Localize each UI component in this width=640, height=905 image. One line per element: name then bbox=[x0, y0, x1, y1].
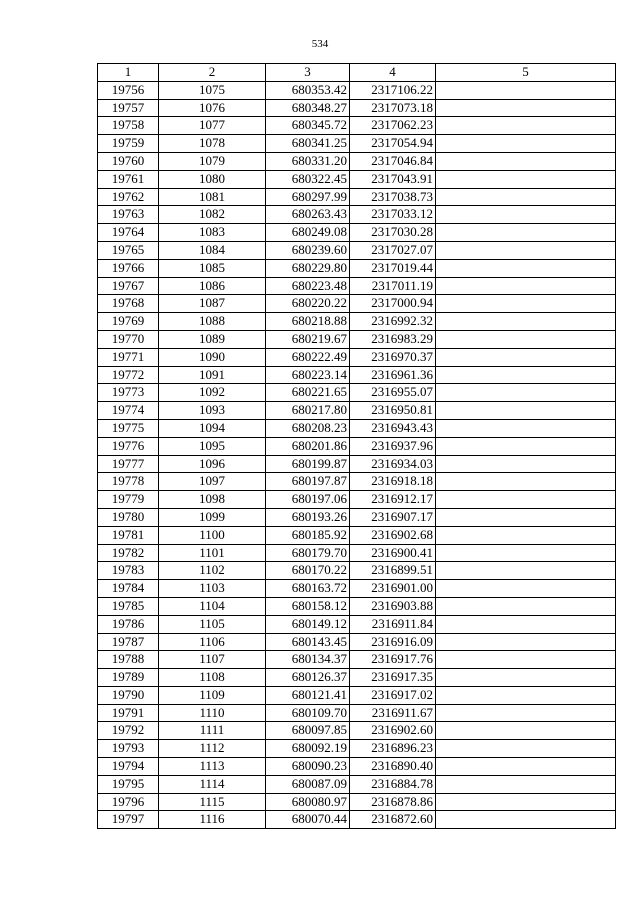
table-row bbox=[98, 348, 616, 366]
table-cell-col-5 bbox=[436, 170, 616, 188]
table-cell-col-3: 680197.06 bbox=[266, 491, 350, 509]
table-row bbox=[98, 259, 616, 277]
table-cell-col-2: 1105 bbox=[159, 615, 266, 633]
table-cell-col-3: 680297.99 bbox=[266, 188, 350, 206]
table-cell-col-5 bbox=[436, 277, 616, 295]
table-cell-col-3: 680185.92 bbox=[266, 526, 350, 544]
table-cell-col-2: 1089 bbox=[159, 330, 266, 348]
table-cell-col-5 bbox=[436, 259, 616, 277]
table-cell-col-4: 2317046.84 bbox=[350, 152, 436, 170]
table-cell-col-5 bbox=[436, 295, 616, 313]
table-cell-col-4: 2317038.73 bbox=[350, 188, 436, 206]
table-cell-col-4: 2317043.91 bbox=[350, 170, 436, 188]
table-cell-col-2: 1106 bbox=[159, 633, 266, 651]
table-cell-col-4: 2316937.96 bbox=[350, 437, 436, 455]
table-cell-col-4: 2316890.40 bbox=[350, 758, 436, 776]
table-cell-col-2: 1091 bbox=[159, 366, 266, 384]
table-cell-col-1: 19760 bbox=[98, 152, 159, 170]
table-cell-col-2: 1092 bbox=[159, 384, 266, 402]
table-cell-col-4: 2316992.32 bbox=[350, 313, 436, 331]
table-cell-col-3: 680229.80 bbox=[266, 259, 350, 277]
table-cell-col-1: 19778 bbox=[98, 473, 159, 491]
table-cell-col-1: 19764 bbox=[98, 224, 159, 242]
table-cell-col-1: 19779 bbox=[98, 491, 159, 509]
table-cell-col-3: 680221.65 bbox=[266, 384, 350, 402]
table-cell-col-5 bbox=[436, 313, 616, 331]
table-cell-col-5 bbox=[436, 597, 616, 615]
table-row bbox=[98, 526, 616, 544]
table-cell-col-2: 1109 bbox=[159, 686, 266, 704]
table-cell-col-4: 2317033.12 bbox=[350, 206, 436, 224]
table-cell-col-4: 2316872.60 bbox=[350, 811, 436, 829]
table-row bbox=[98, 295, 616, 313]
table-cell-col-3: 680331.20 bbox=[266, 152, 350, 170]
table-cell-col-4: 2316917.76 bbox=[350, 651, 436, 669]
table-cell-col-2: 1114 bbox=[159, 775, 266, 793]
table-cell-col-2: 1086 bbox=[159, 277, 266, 295]
table-cell-col-2: 1111 bbox=[159, 722, 266, 740]
table-cell-col-2: 1098 bbox=[159, 491, 266, 509]
table-cell-col-1: 19781 bbox=[98, 526, 159, 544]
table-row bbox=[98, 491, 616, 509]
table-cell-col-4: 2316950.81 bbox=[350, 402, 436, 420]
table-cell-col-1: 19791 bbox=[98, 704, 159, 722]
table-cell-col-5 bbox=[436, 811, 616, 829]
table-cell-col-2: 1084 bbox=[159, 241, 266, 259]
table-row bbox=[98, 241, 616, 259]
table-cell-col-4: 2316884.78 bbox=[350, 775, 436, 793]
table-cell-col-1: 19797 bbox=[98, 811, 159, 829]
table-cell-col-2: 1107 bbox=[159, 651, 266, 669]
table-cell-col-3: 680070.44 bbox=[266, 811, 350, 829]
table-cell-col-5 bbox=[436, 366, 616, 384]
table-cell-col-2: 1085 bbox=[159, 259, 266, 277]
table-cell-col-5 bbox=[436, 152, 616, 170]
table-cell-col-5 bbox=[436, 544, 616, 562]
table-cell-col-5 bbox=[436, 135, 616, 153]
table-cell-col-3: 680179.70 bbox=[266, 544, 350, 562]
table-cell-col-1: 19757 bbox=[98, 99, 159, 117]
table-row bbox=[98, 206, 616, 224]
table-row bbox=[98, 633, 616, 651]
table-cell-col-2: 1079 bbox=[159, 152, 266, 170]
table-cell-col-4: 2316899.51 bbox=[350, 562, 436, 580]
table-cell-col-3: 680109.70 bbox=[266, 704, 350, 722]
table-row bbox=[98, 562, 616, 580]
table-cell-col-2: 1103 bbox=[159, 580, 266, 598]
table-cell-col-1: 19783 bbox=[98, 562, 159, 580]
table-cell-col-2: 1095 bbox=[159, 437, 266, 455]
table-cell-col-1: 19767 bbox=[98, 277, 159, 295]
table-row bbox=[98, 793, 616, 811]
table-cell-col-4: 2316983.29 bbox=[350, 330, 436, 348]
table-row bbox=[98, 544, 616, 562]
table-cell-col-1: 19774 bbox=[98, 402, 159, 420]
table-cell-col-3: 680220.22 bbox=[266, 295, 350, 313]
table-cell-col-1: 19761 bbox=[98, 170, 159, 188]
column-header-1: 1 bbox=[98, 64, 159, 82]
table-body bbox=[98, 81, 616, 828]
table-cell-col-2: 1078 bbox=[159, 135, 266, 153]
table-cell-col-1: 19793 bbox=[98, 740, 159, 758]
table-cell-col-5 bbox=[436, 793, 616, 811]
table-cell-col-5 bbox=[436, 704, 616, 722]
table-cell-col-2: 1116 bbox=[159, 811, 266, 829]
table-cell-col-1: 19790 bbox=[98, 686, 159, 704]
table-cell-col-2: 1087 bbox=[159, 295, 266, 313]
table-row bbox=[98, 135, 616, 153]
table-cell-col-2: 1096 bbox=[159, 455, 266, 473]
table-cell-col-3: 680219.67 bbox=[266, 330, 350, 348]
column-header-4: 4 bbox=[350, 64, 436, 82]
table-cell-col-3: 680239.60 bbox=[266, 241, 350, 259]
table-cell-col-5 bbox=[436, 740, 616, 758]
table-cell-col-3: 680341.25 bbox=[266, 135, 350, 153]
table-cell-col-3: 680218.88 bbox=[266, 313, 350, 331]
table-cell-col-2: 1082 bbox=[159, 206, 266, 224]
table-row bbox=[98, 580, 616, 598]
table-row bbox=[98, 366, 616, 384]
table-row bbox=[98, 758, 616, 776]
table-cell-col-2: 1099 bbox=[159, 508, 266, 526]
table-cell-col-4: 2316900.41 bbox=[350, 544, 436, 562]
table-cell-col-4: 2316955.07 bbox=[350, 384, 436, 402]
table-cell-col-4: 2316934.03 bbox=[350, 455, 436, 473]
table-cell-col-4: 2316917.02 bbox=[350, 686, 436, 704]
table-cell-col-1: 19765 bbox=[98, 241, 159, 259]
table-row bbox=[98, 313, 616, 331]
table-cell-col-4: 2317106.22 bbox=[350, 81, 436, 99]
table-cell-col-1: 19773 bbox=[98, 384, 159, 402]
table-cell-col-5 bbox=[436, 633, 616, 651]
table-cell-col-4: 2316961.36 bbox=[350, 366, 436, 384]
table-cell-col-4: 2316903.88 bbox=[350, 597, 436, 615]
table-cell-col-5 bbox=[436, 384, 616, 402]
table-cell-col-1: 19771 bbox=[98, 348, 159, 366]
table-cell-col-1: 19792 bbox=[98, 722, 159, 740]
table-cell-col-4: 2317011.19 bbox=[350, 277, 436, 295]
table-cell-col-1: 19796 bbox=[98, 793, 159, 811]
table-cell-col-4: 2316911.84 bbox=[350, 615, 436, 633]
table-cell-col-2: 1076 bbox=[159, 99, 266, 117]
table-row bbox=[98, 277, 616, 295]
table-row bbox=[98, 384, 616, 402]
table-cell-col-1: 19787 bbox=[98, 633, 159, 651]
table-row bbox=[98, 152, 616, 170]
table-cell-col-3: 680134.37 bbox=[266, 651, 350, 669]
coordinates-table bbox=[97, 63, 616, 829]
table-row bbox=[98, 99, 616, 117]
table-cell-col-3: 680223.48 bbox=[266, 277, 350, 295]
table-cell-col-3: 680143.45 bbox=[266, 633, 350, 651]
table-cell-col-1: 19768 bbox=[98, 295, 159, 313]
table-cell-col-1: 19788 bbox=[98, 651, 159, 669]
table-cell-col-1: 19784 bbox=[98, 580, 159, 598]
table-cell-col-4: 2316902.60 bbox=[350, 722, 436, 740]
table-row bbox=[98, 224, 616, 242]
table-row bbox=[98, 615, 616, 633]
table-row bbox=[98, 704, 616, 722]
table-cell-col-3: 680201.86 bbox=[266, 437, 350, 455]
table-cell-col-4: 2317027.07 bbox=[350, 241, 436, 259]
table-cell-col-2: 1075 bbox=[159, 81, 266, 99]
table-cell-col-5 bbox=[436, 419, 616, 437]
table-cell-col-5 bbox=[436, 206, 616, 224]
table-cell-col-2: 1080 bbox=[159, 170, 266, 188]
table-cell-col-3: 680223.14 bbox=[266, 366, 350, 384]
table-row bbox=[98, 419, 616, 437]
table-row bbox=[98, 597, 616, 615]
table-row bbox=[98, 686, 616, 704]
table-cell-col-5 bbox=[436, 330, 616, 348]
table-cell-col-4: 2316943.43 bbox=[350, 419, 436, 437]
table-row bbox=[98, 170, 616, 188]
table-cell-col-2: 1104 bbox=[159, 597, 266, 615]
table-cell-col-4: 2317054.94 bbox=[350, 135, 436, 153]
table-row bbox=[98, 669, 616, 687]
table-row bbox=[98, 775, 616, 793]
table-cell-col-3: 680345.72 bbox=[266, 117, 350, 135]
table-cell-col-1: 19758 bbox=[98, 117, 159, 135]
table-cell-col-5 bbox=[436, 562, 616, 580]
table-cell-col-4: 2316901.00 bbox=[350, 580, 436, 598]
table-row bbox=[98, 81, 616, 99]
table-row bbox=[98, 188, 616, 206]
table-cell-col-5 bbox=[436, 241, 616, 259]
table-cell-col-4: 2316911.67 bbox=[350, 704, 436, 722]
table-cell-col-3: 680322.45 bbox=[266, 170, 350, 188]
table-cell-col-4: 2316878.86 bbox=[350, 793, 436, 811]
table-cell-col-5 bbox=[436, 473, 616, 491]
table-cell-col-4: 2316970.37 bbox=[350, 348, 436, 366]
table-cell-col-5 bbox=[436, 722, 616, 740]
table-cell-col-2: 1097 bbox=[159, 473, 266, 491]
table-cell-col-3: 680170.22 bbox=[266, 562, 350, 580]
table-cell-col-4: 2316918.18 bbox=[350, 473, 436, 491]
table-cell-col-1: 19762 bbox=[98, 188, 159, 206]
table-cell-col-2: 1093 bbox=[159, 402, 266, 420]
table-cell-col-3: 680097.85 bbox=[266, 722, 350, 740]
table-cell-col-2: 1077 bbox=[159, 117, 266, 135]
table-row bbox=[98, 473, 616, 491]
table-cell-col-3: 680090.23 bbox=[266, 758, 350, 776]
table-cell-col-5 bbox=[436, 99, 616, 117]
column-header-2: 2 bbox=[159, 64, 266, 82]
table-cell-col-3: 680163.72 bbox=[266, 580, 350, 598]
table-cell-col-5 bbox=[436, 508, 616, 526]
table-row bbox=[98, 651, 616, 669]
table-cell-col-4: 2317073.18 bbox=[350, 99, 436, 117]
table-cell-col-1: 19794 bbox=[98, 758, 159, 776]
table-row bbox=[98, 402, 616, 420]
table-cell-col-2: 1112 bbox=[159, 740, 266, 758]
table-cell-col-1: 19763 bbox=[98, 206, 159, 224]
table-cell-col-4: 2317000.94 bbox=[350, 295, 436, 313]
table-cell-col-2: 1094 bbox=[159, 419, 266, 437]
table-cell-col-1: 19756 bbox=[98, 81, 159, 99]
table-row bbox=[98, 437, 616, 455]
table-cell-col-2: 1115 bbox=[159, 793, 266, 811]
table-cell-col-3: 680126.37 bbox=[266, 669, 350, 687]
table-cell-col-5 bbox=[436, 580, 616, 598]
table-cell-col-4: 2317019.44 bbox=[350, 259, 436, 277]
table-cell-col-5 bbox=[436, 437, 616, 455]
table-row bbox=[98, 117, 616, 135]
table-cell-col-2: 1113 bbox=[159, 758, 266, 776]
table-cell-col-3: 680348.27 bbox=[266, 99, 350, 117]
table-cell-col-3: 680199.87 bbox=[266, 455, 350, 473]
table-cell-col-3: 680080.97 bbox=[266, 793, 350, 811]
table-cell-col-4: 2317030.28 bbox=[350, 224, 436, 242]
table-cell-col-2: 1090 bbox=[159, 348, 266, 366]
table-cell-col-1: 19775 bbox=[98, 419, 159, 437]
table-cell-col-1: 19769 bbox=[98, 313, 159, 331]
table-cell-col-3: 680249.08 bbox=[266, 224, 350, 242]
table-header-row bbox=[98, 64, 616, 82]
table-cell-col-5 bbox=[436, 402, 616, 420]
table-row bbox=[98, 811, 616, 829]
table-cell-col-5 bbox=[436, 348, 616, 366]
table-cell-col-4: 2316917.35 bbox=[350, 669, 436, 687]
column-header-3: 3 bbox=[266, 64, 350, 82]
table-cell-col-3: 680208.23 bbox=[266, 419, 350, 437]
table-cell-col-1: 19772 bbox=[98, 366, 159, 384]
table-row bbox=[98, 740, 616, 758]
table-cell-col-4: 2317062.23 bbox=[350, 117, 436, 135]
table-cell-col-3: 680149.12 bbox=[266, 615, 350, 633]
table-cell-col-5 bbox=[436, 455, 616, 473]
table-cell-col-3: 680092.19 bbox=[266, 740, 350, 758]
table-cell-col-5 bbox=[436, 526, 616, 544]
table-cell-col-1: 19795 bbox=[98, 775, 159, 793]
table-cell-col-5 bbox=[436, 775, 616, 793]
table-cell-col-4: 2316907.17 bbox=[350, 508, 436, 526]
table-cell-col-1: 19776 bbox=[98, 437, 159, 455]
table-cell-col-3: 680217.80 bbox=[266, 402, 350, 420]
table-row bbox=[98, 722, 616, 740]
table-row bbox=[98, 455, 616, 473]
table-cell-col-1: 19770 bbox=[98, 330, 159, 348]
table-cell-col-5 bbox=[436, 81, 616, 99]
table-cell-col-2: 1110 bbox=[159, 704, 266, 722]
table-cell-col-1: 19782 bbox=[98, 544, 159, 562]
table-cell-col-4: 2316916.09 bbox=[350, 633, 436, 651]
table-cell-col-2: 1108 bbox=[159, 669, 266, 687]
table-cell-col-3: 680087.09 bbox=[266, 775, 350, 793]
table-cell-col-5 bbox=[436, 686, 616, 704]
table-cell-col-5 bbox=[436, 758, 616, 776]
table-cell-col-3: 680222.49 bbox=[266, 348, 350, 366]
table-cell-col-2: 1083 bbox=[159, 224, 266, 242]
table-cell-col-4: 2316912.17 bbox=[350, 491, 436, 509]
table-cell-col-3: 680197.87 bbox=[266, 473, 350, 491]
table-cell-col-3: 680193.26 bbox=[266, 508, 350, 526]
table-cell-col-3: 680353.42 bbox=[266, 81, 350, 99]
table-cell-col-1: 19786 bbox=[98, 615, 159, 633]
table-cell-col-5 bbox=[436, 491, 616, 509]
table-cell-col-5 bbox=[436, 224, 616, 242]
table-cell-col-3: 680121.41 bbox=[266, 686, 350, 704]
table-cell-col-2: 1081 bbox=[159, 188, 266, 206]
table-cell-col-3: 680263.43 bbox=[266, 206, 350, 224]
table-cell-col-5 bbox=[436, 651, 616, 669]
table-cell-col-1: 19780 bbox=[98, 508, 159, 526]
column-header-5: 5 bbox=[436, 64, 616, 82]
table-cell-col-1: 19785 bbox=[98, 597, 159, 615]
table-row bbox=[98, 508, 616, 526]
table-cell-col-2: 1100 bbox=[159, 526, 266, 544]
table-cell-col-2: 1088 bbox=[159, 313, 266, 331]
table-cell-col-4: 2316902.68 bbox=[350, 526, 436, 544]
table-cell-col-1: 19759 bbox=[98, 135, 159, 153]
table-cell-col-1: 19766 bbox=[98, 259, 159, 277]
table-cell-col-5 bbox=[436, 188, 616, 206]
table-cell-col-3: 680158.12 bbox=[266, 597, 350, 615]
table-cell-col-4: 2316896.23 bbox=[350, 740, 436, 758]
table-cell-col-5 bbox=[436, 615, 616, 633]
table-cell-col-1: 19777 bbox=[98, 455, 159, 473]
table-row bbox=[98, 330, 616, 348]
table-cell-col-2: 1102 bbox=[159, 562, 266, 580]
page-number: 534 bbox=[311, 38, 329, 50]
table-cell-col-5 bbox=[436, 117, 616, 135]
table-cell-col-1: 19789 bbox=[98, 669, 159, 687]
table-cell-col-2: 1101 bbox=[159, 544, 266, 562]
table-cell-col-5 bbox=[436, 669, 616, 687]
